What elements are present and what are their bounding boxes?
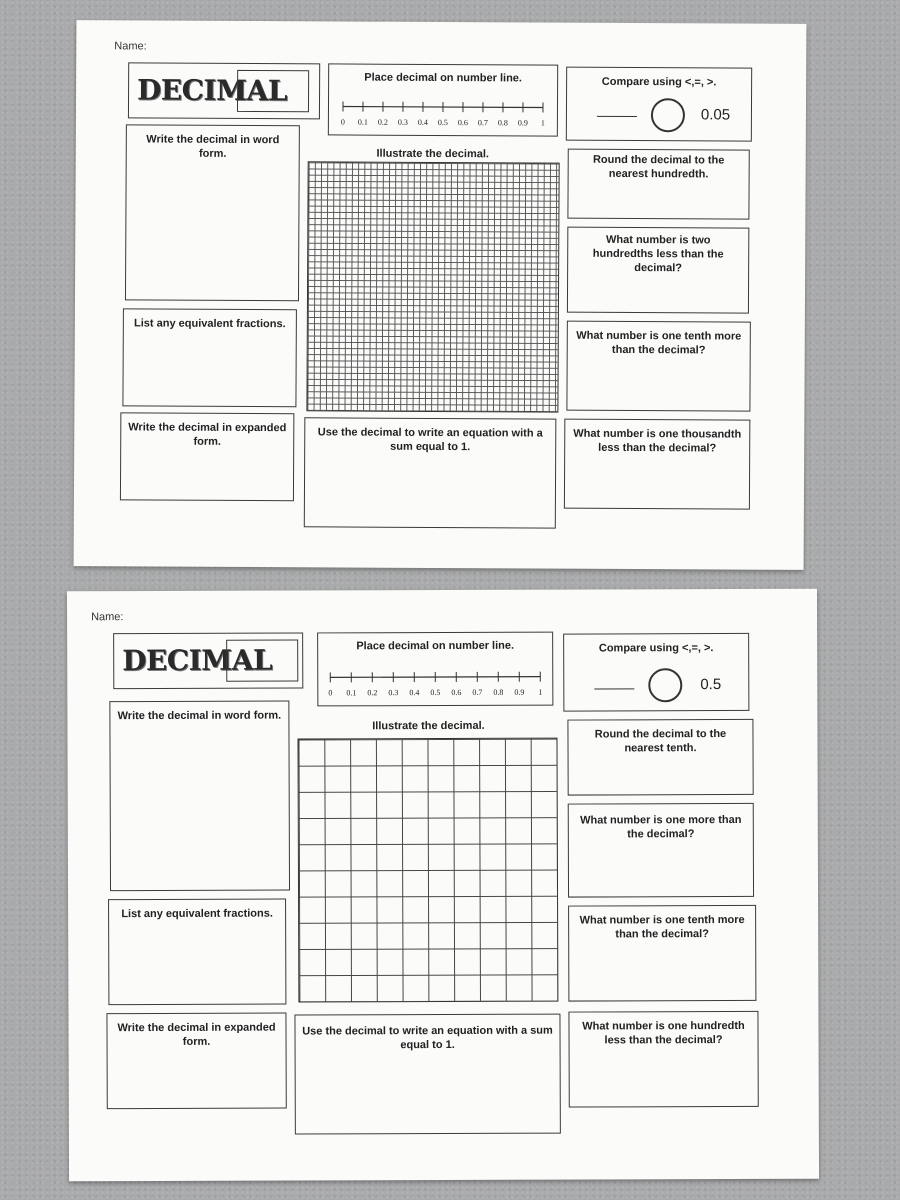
number-line-tick-label: 0.9: [514, 687, 525, 697]
title-text: DECIMAL: [122, 643, 273, 678]
question-2-box[interactable]: [568, 905, 756, 1002]
number-line-tick-label: 0.1: [357, 117, 368, 127]
number-line-tick-label: 0.9: [517, 118, 528, 128]
question-3-prompt: What number is one hundredth less than the decimal?: [582, 1019, 745, 1047]
name-label: Name:: [114, 40, 147, 53]
number-line-tick-label: 0.7: [472, 687, 483, 697]
equation-box[interactable]: [294, 1014, 560, 1135]
thousandths-grid[interactable]: [306, 161, 559, 412]
compare-box: [563, 633, 749, 712]
word-form-box[interactable]: [109, 701, 290, 892]
number-line-tick-label: 0.3: [388, 688, 399, 698]
number-line-ticks: [328, 672, 542, 698]
number-line-tick-label: 0.8: [497, 118, 508, 128]
number-line-tick-label: 0.7: [477, 118, 488, 128]
number-line-svg: [337, 98, 549, 131]
number-line-tick-label: 1: [538, 687, 543, 697]
compare-box: [566, 67, 752, 142]
expanded-form-box[interactable]: [106, 1013, 286, 1110]
compare-value: 0.05: [700, 106, 731, 124]
number-line-tick-label: 0.6: [457, 118, 468, 128]
expanded-form-prompt: Write the decimal in expanded form.: [117, 1021, 276, 1048]
round-prompt: Round the decimal to the nearest hundredth.: [592, 153, 725, 181]
compare-value: 0.5: [700, 676, 722, 694]
question-3-box[interactable]: [564, 419, 750, 510]
round-box[interactable]: [567, 149, 749, 220]
question-2-prompt: What number is one tenth more than the decimal?: [579, 913, 745, 941]
number-line-heading: Place decimal on number line.: [364, 71, 523, 85]
number-line-tick-label: 0.6: [451, 687, 462, 697]
title-text: DECIMAL: [136, 73, 288, 108]
number-line-box: [317, 632, 553, 707]
compare-heading: Compare using <,=, >.: [601, 75, 717, 89]
number-line-heading: Place decimal on number line.: [356, 639, 515, 653]
expanded-form-box[interactable]: [120, 412, 294, 501]
number-line[interactable]: [324, 669, 546, 702]
number-line-tick-label: 0: [328, 688, 333, 698]
number-line-tick-label: 0.3: [397, 117, 408, 127]
question-1-prompt: What number is one more than the decimal?: [580, 813, 742, 841]
number-line-tick-label: 0.2: [377, 117, 388, 127]
number-line-svg: [324, 669, 546, 702]
number-line-tick-label: 0.4: [417, 117, 428, 127]
round-box[interactable]: [567, 719, 753, 796]
hundredths-grid[interactable]: [297, 738, 558, 1003]
question-2-prompt: What number is one tenth more than the decimal?: [576, 329, 742, 357]
word-form-prompt: Write the decimal in word form.: [146, 133, 280, 160]
equation-prompt: Use the decimal to write an equation with a sum equal to 1.: [317, 426, 543, 453]
number-line-tick-label: 1: [540, 118, 545, 128]
question-1-box[interactable]: [568, 803, 754, 898]
number-line-ticks: [341, 101, 545, 127]
illustrate-heading: Illustrate the decimal.: [372, 719, 485, 733]
number-line-tick-label: 0.2: [367, 688, 378, 698]
number-line-tick-label: 0.8: [493, 687, 504, 697]
number-line-box: [328, 63, 558, 136]
compare-blank[interactable]: [594, 688, 634, 689]
question-1-prompt: What number is two hundredths less than the decimal?: [592, 233, 724, 274]
worksheet-top: [74, 20, 807, 570]
number-line-tick-label: 0.1: [346, 688, 357, 698]
equivalent-fractions-box[interactable]: [108, 899, 286, 1006]
compare-blank[interactable]: [597, 116, 637, 117]
number-line-tick-label: 0: [340, 117, 345, 127]
question-1-box[interactable]: [567, 227, 749, 314]
equivalent-fractions-box[interactable]: [122, 308, 297, 407]
title-logo: [128, 62, 320, 119]
decimal-answer-box[interactable]: [226, 640, 298, 682]
compare-heading: Compare using <,=, >.: [598, 642, 714, 655]
title-logo: [113, 632, 303, 689]
illustrate-heading: Illustrate the decimal.: [376, 147, 490, 161]
word-form-prompt: Write the decimal in word form.: [117, 709, 282, 723]
number-line[interactable]: [337, 98, 549, 131]
equation-prompt: Use the decimal to write an equation with a sum equal to 1.: [302, 1024, 553, 1051]
compare-circle[interactable]: [651, 98, 685, 132]
expanded-form-prompt: Write the decimal in expanded form.: [128, 421, 287, 448]
question-2-box[interactable]: [566, 321, 750, 412]
number-line-tick-label: 0.5: [430, 688, 441, 698]
equivalent-fractions-prompt: List any equivalent fractions.: [121, 907, 273, 921]
round-prompt: Round the decimal to the nearest tenth.: [594, 728, 727, 755]
question-3-prompt: What number is one thousandth less than the decimal?: [573, 427, 742, 455]
name-label: Name:: [91, 611, 124, 624]
equation-box[interactable]: [304, 417, 557, 528]
word-form-box[interactable]: [125, 124, 300, 301]
number-line-tick-label: 0.5: [437, 117, 448, 128]
equivalent-fractions-prompt: List any equivalent fractions.: [134, 317, 286, 331]
question-3-box[interactable]: [568, 1011, 758, 1108]
decimal-answer-box[interactable]: [237, 70, 309, 112]
worksheet-bottom: [67, 589, 819, 1182]
compare-circle[interactable]: [648, 668, 682, 702]
number-line-tick-label: 0.4: [409, 688, 420, 698]
